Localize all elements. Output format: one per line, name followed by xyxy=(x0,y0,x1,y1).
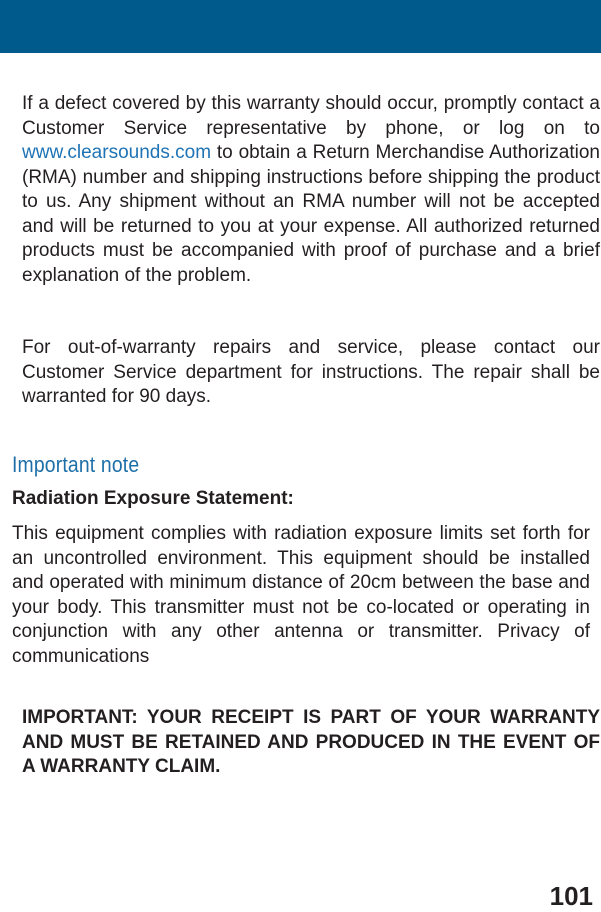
clearsounds-website-link[interactable]: www.clearsounds.com xyxy=(22,142,212,163)
radiation-exposure-heading: Radiation Exposure Statement: xyxy=(12,488,294,509)
page-number: 101 xyxy=(549,881,593,911)
radiation-exposure-paragraph: This equipment complies with radiation exposure limits set forth for an uncontrolled environment. This equipment should be installed and operated with minimum distance of 20cm between the base and your body. This transmitter must not be co-located or operating in conjunction with any other antenna or transmitter. Privacy of communications xyxy=(12,523,590,667)
important-note-heading: Important note xyxy=(12,452,140,477)
header-band xyxy=(0,0,601,53)
receipt-warranty-notice: IMPORTANT: YOUR RECEIPT IS PART OF YOUR WARRANTY AND MUST BE RETAINED AND PRODUCED IN THE EVENT OF A WARRANTY CLAIM. xyxy=(22,707,600,777)
warranty-text-after-link: to obtain a Return Merchandise Authorization (RMA) number and shipping instructions before shipping the product to us. Any shipment without an RMA number will not be accepted and will be returned to you at your expense. All authorized returned products must be accompanied with proof of purchase and a brief explanation of the problem. xyxy=(22,142,600,286)
out-of-warranty-paragraph: For out-of-warranty repairs and service, please contact our Customer Service department for instructions. The repair shall be warranted for 90 days. xyxy=(22,337,600,407)
warranty-text-before-link: If a defect covered by this warranty should occur, promptly contact a Customer Service representative by phone, or log on to xyxy=(22,93,600,139)
warranty-paragraph xyxy=(22,92,600,288)
